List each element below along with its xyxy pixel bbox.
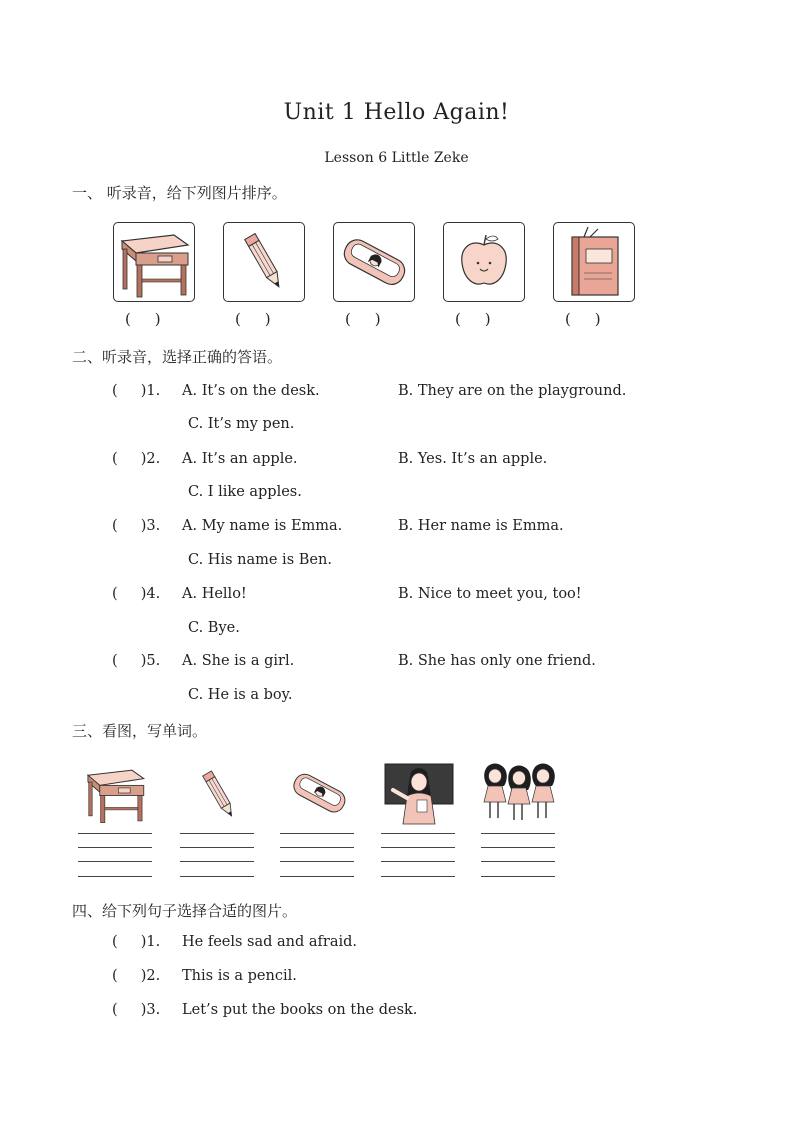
writing-line[interactable] — [180, 847, 254, 848]
desk-icon — [78, 760, 152, 826]
question-number[interactable]: ( )1. — [112, 934, 161, 950]
question-number[interactable]: ( )3. — [112, 1002, 161, 1018]
sentence-text: Let’s put the books on the desk. — [182, 1002, 418, 1018]
option-b: B. Her name is Emma. — [398, 518, 564, 534]
writing-line[interactable] — [481, 876, 555, 877]
question-number[interactable]: ( )4. — [112, 586, 161, 602]
writing-line[interactable] — [381, 861, 455, 862]
section-2-heading: 二、听录音，选择正确的答语。 — [72, 348, 283, 366]
writing-line[interactable] — [78, 833, 152, 834]
writing-line[interactable] — [280, 861, 354, 862]
apple-icon — [443, 222, 525, 302]
answer-blank[interactable]: ( ) — [455, 310, 491, 328]
writing-line[interactable] — [381, 876, 455, 877]
pencil-case-icon — [333, 222, 415, 302]
answer-blank[interactable]: ( ) — [235, 310, 271, 328]
pencil-icon — [182, 762, 256, 828]
writing-line[interactable] — [78, 861, 152, 862]
question-number[interactable]: ( )5. — [112, 653, 161, 669]
writing-line[interactable] — [481, 861, 555, 862]
option-c: C. He is a boy. — [188, 687, 293, 703]
option-b: B. She has only one friend. — [398, 653, 596, 669]
option-b: B. Nice to meet you, too! — [398, 586, 582, 602]
writing-line[interactable] — [180, 876, 254, 877]
option-a: A. It’s on the desk. — [182, 383, 320, 399]
writing-line[interactable] — [180, 833, 254, 834]
section-1-heading: 一、 听录音，给下列图片排序。 — [72, 184, 287, 202]
option-c: C. I like apples. — [188, 484, 302, 500]
option-c: C. Bye. — [188, 620, 240, 636]
option-c: C. It’s my pen. — [188, 416, 295, 432]
writing-line[interactable] — [280, 833, 354, 834]
writing-line[interactable] — [180, 861, 254, 862]
sentence-text: He feels sad and afraid. — [182, 934, 358, 950]
answer-blank[interactable]: ( ) — [565, 310, 601, 328]
section-4-heading: 四、给下列句子选择合适的图片。 — [72, 902, 298, 920]
writing-line[interactable] — [381, 847, 455, 848]
option-a: A. It’s an apple. — [182, 451, 298, 467]
page-title: Unit 1 Hello Again! — [283, 100, 510, 125]
desk-icon — [113, 222, 195, 302]
option-a: A. She is a girl. — [182, 653, 295, 669]
option-a: A. My name is Emma. — [182, 518, 343, 534]
option-c: C. His name is Ben. — [188, 552, 332, 568]
answer-blank[interactable]: ( ) — [125, 310, 161, 328]
section-3-heading: 三、看图，写单词。 — [72, 722, 208, 740]
option-a: A. Hello! — [182, 586, 247, 602]
writing-line[interactable] — [280, 847, 354, 848]
writing-line[interactable] — [78, 847, 152, 848]
option-b: B. They are on the playground. — [398, 383, 627, 399]
question-number[interactable]: ( )1. — [112, 383, 161, 399]
girls-icon — [478, 758, 558, 824]
pencil-icon — [223, 222, 305, 302]
option-b: B. Yes. It’s an apple. — [398, 451, 548, 467]
question-number[interactable]: ( )2. — [112, 968, 161, 984]
writing-line[interactable] — [78, 876, 152, 877]
sentence-text: This is a pencil. — [182, 968, 297, 984]
question-number[interactable]: ( )2. — [112, 451, 161, 467]
writing-line[interactable] — [381, 833, 455, 834]
answer-blank[interactable]: ( ) — [345, 310, 381, 328]
writing-line[interactable] — [280, 876, 354, 877]
writing-line[interactable] — [481, 833, 555, 834]
writing-line[interactable] — [481, 847, 555, 848]
question-number[interactable]: ( )3. — [112, 518, 161, 534]
pencil-case-icon — [282, 760, 356, 826]
teacher-icon — [381, 760, 457, 826]
book-icon — [553, 222, 635, 302]
lesson-subtitle: Lesson 6 Little Zeke — [324, 150, 469, 166]
